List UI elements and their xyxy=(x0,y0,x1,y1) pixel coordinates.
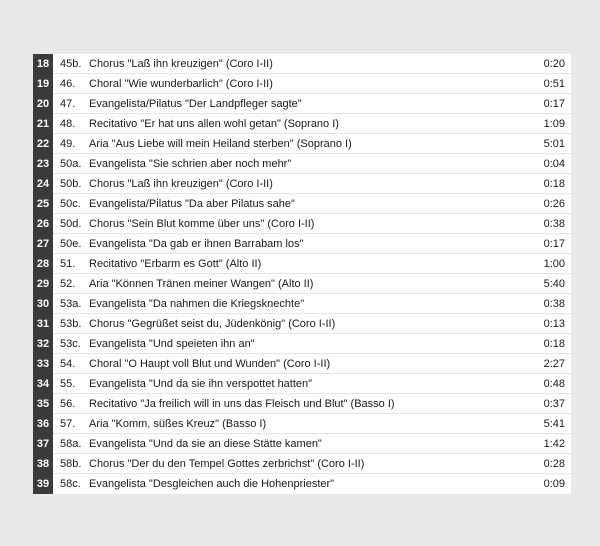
track-number: 38 xyxy=(33,454,53,474)
track-row[interactable] xyxy=(33,354,571,374)
track-number: 39 xyxy=(33,474,53,494)
track-duration: 0:17 xyxy=(543,97,565,110)
track-number: 26 xyxy=(33,214,53,234)
track-title: Recitativo "Erbarm es Gott" (Alto II) xyxy=(89,257,262,270)
track-duration: 0:26 xyxy=(543,197,565,210)
track-duration: 2:27 xyxy=(543,357,565,370)
track-duration: 0:51 xyxy=(543,77,565,90)
track-title: Evangelista "Und da sie an diese Stätte kamen" xyxy=(89,437,322,450)
track-list xyxy=(33,54,571,494)
track-title: Chorus "Sein Blut komme über uns" (Coro I-II) xyxy=(89,217,315,230)
track-row[interactable] xyxy=(33,414,571,434)
movement-number: 49. xyxy=(60,137,76,150)
track-row[interactable] xyxy=(33,134,571,154)
track-number: 36 xyxy=(33,414,53,434)
track-duration: 0:37 xyxy=(543,397,565,410)
track-number: 34 xyxy=(33,374,53,394)
track-number: 18 xyxy=(33,54,53,74)
track-row[interactable] xyxy=(33,294,571,314)
track-number: 32 xyxy=(33,334,53,354)
track-title: Chorus "Laß ihn kreuzigen" (Coro I-II) xyxy=(89,57,273,70)
track-title: Evangelista "Da nahmen die Kriegsknechte" xyxy=(89,297,305,310)
track-title: Aria "Können Tränen meiner Wangen" (Alto II) xyxy=(89,277,314,290)
track-number: 22 xyxy=(33,134,53,154)
track-row[interactable] xyxy=(33,394,571,414)
track-row[interactable] xyxy=(33,94,571,114)
track-row[interactable] xyxy=(33,174,571,194)
track-duration: 0:18 xyxy=(543,177,565,190)
track-duration: 1:00 xyxy=(543,257,565,270)
track-number: 29 xyxy=(33,274,53,294)
track-number: 21 xyxy=(33,114,53,134)
movement-number: 56. xyxy=(60,397,76,410)
track-row[interactable] xyxy=(33,54,571,74)
track-row[interactable] xyxy=(33,454,571,474)
track-title: Evangelista/Pilatus "Da aber Pilatus sahe" xyxy=(89,197,295,210)
track-title: Evangelista "Und speieten ihn an" xyxy=(89,337,255,350)
track-duration: 0:04 xyxy=(543,157,565,170)
movement-number: 48. xyxy=(60,117,76,130)
track-duration: 0:13 xyxy=(543,317,565,330)
track-duration: 0:48 xyxy=(543,377,565,390)
track-duration: 0:28 xyxy=(543,457,565,470)
track-row[interactable] xyxy=(33,154,571,174)
track-row[interactable] xyxy=(33,434,571,454)
movement-number: 50c. xyxy=(60,197,81,210)
track-duration: 1:09 xyxy=(543,117,565,130)
movement-number: 53a. xyxy=(60,297,82,310)
track-row[interactable] xyxy=(33,194,571,214)
track-duration: 0:18 xyxy=(543,337,565,350)
track-row[interactable] xyxy=(33,234,571,254)
track-title: Evangelista "Desgleichen auch die Hohenpriester" xyxy=(89,478,335,490)
movement-number: 58b. xyxy=(60,457,82,470)
track-duration: 0:38 xyxy=(543,217,565,230)
track-duration: 0:17 xyxy=(543,237,565,250)
track-row[interactable] xyxy=(33,474,571,494)
track-duration: 1:42 xyxy=(543,437,565,450)
track-number: 20 xyxy=(33,94,53,114)
track-number: 27 xyxy=(33,234,53,254)
track-row[interactable] xyxy=(33,114,571,134)
track-title: Evangelista "Da gab er ihnen Barrabam los" xyxy=(89,237,304,250)
track-title: Chorus "Laß ihn kreuzigen" (Coro I-II) xyxy=(89,177,273,190)
movement-number: 52. xyxy=(60,277,76,290)
track-duration: 0:20 xyxy=(543,57,565,70)
movement-number: 58c. xyxy=(60,478,81,490)
movement-number: 55. xyxy=(60,377,76,390)
track-row[interactable] xyxy=(33,214,571,234)
movement-number: 53b. xyxy=(60,317,82,330)
track-row[interactable] xyxy=(33,254,571,274)
track-number: 30 xyxy=(33,294,53,314)
movement-number: 50d. xyxy=(60,217,82,230)
movement-number: 46. xyxy=(60,77,76,90)
track-title: Chorus "Gegrüßet seist du, Jüdenkönig" (Coro I-II) xyxy=(89,317,336,330)
track-number: 23 xyxy=(33,154,53,174)
track-row[interactable] xyxy=(33,334,571,354)
track-title: Evangelista "Und da sie ihn verspottet hatten" xyxy=(89,377,313,390)
track-title: Recitativo "Er hat uns allen wohl getan" (Soprano I) xyxy=(89,117,339,130)
track-number: 19 xyxy=(33,74,53,94)
track-number: 31 xyxy=(33,314,53,334)
track-duration: 5:41 xyxy=(543,417,565,430)
movement-number: 50a. xyxy=(60,157,82,170)
track-number: 37 xyxy=(33,434,53,454)
movement-number: 53c. xyxy=(60,337,81,350)
track-number: 33 xyxy=(33,354,53,374)
track-title: Evangelista/Pilatus "Der Landpfleger sagte" xyxy=(89,97,302,110)
track-row[interactable] xyxy=(33,274,571,294)
track-row[interactable] xyxy=(33,374,571,394)
track-title: Aria "Aus Liebe will mein Heiland sterben" (Soprano I) xyxy=(89,137,352,150)
track-duration: 5:40 xyxy=(543,277,565,290)
movement-number: 50e. xyxy=(60,237,82,250)
track-title: Recitativo "Ja freilich will in uns das Fleisch und Blut" (Basso I) xyxy=(89,397,395,410)
movement-number: 45b. xyxy=(60,57,82,70)
track-number: 35 xyxy=(33,394,53,414)
movement-number: 47. xyxy=(60,97,76,110)
movement-number: 50b. xyxy=(60,177,82,190)
track-row[interactable] xyxy=(33,74,571,94)
track-number: 24 xyxy=(33,174,53,194)
track-number: 25 xyxy=(33,194,53,214)
track-title: Evangelista "Sie schrien aber noch mehr" xyxy=(89,157,292,170)
track-number: 28 xyxy=(33,254,53,274)
track-title: Choral "O Haupt voll Blut und Wunden" (Coro I-II) xyxy=(89,357,331,370)
track-duration: 0:09 xyxy=(543,478,565,490)
movement-number: 54. xyxy=(60,357,76,370)
track-duration: 0:38 xyxy=(543,297,565,310)
movement-number: 58a. xyxy=(60,437,82,450)
track-title: Aria "Komm, süßes Kreuz" (Basso I) xyxy=(89,417,267,430)
track-duration: 5:01 xyxy=(543,137,565,150)
track-row[interactable] xyxy=(33,314,571,334)
track-title: Chorus "Der du den Tempel Gottes zerbrichst" (Coro I-II) xyxy=(89,457,365,470)
track-title: Choral "Wie wunderbarlich" (Coro I-II) xyxy=(89,77,273,90)
movement-number: 57. xyxy=(60,417,76,430)
movement-number: 51. xyxy=(60,257,76,270)
